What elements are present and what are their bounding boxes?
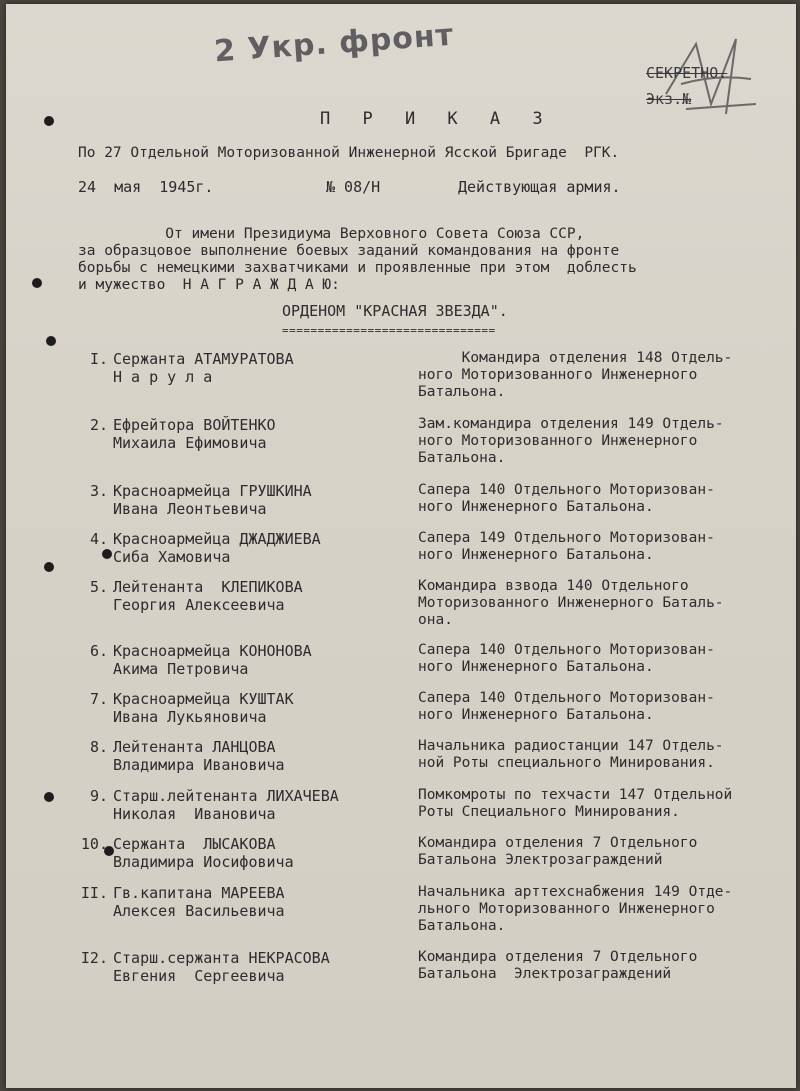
awardee-position [418,482,800,516]
position-line: Моторизованного Инженерного Баталь- [418,595,724,611]
position-line: ного Инженерного Батальона. [418,707,654,723]
position-line: Батальона. [418,918,506,934]
awardee-given-names: Владимира Ивановича [113,756,285,774]
award-number: II. [80,884,108,902]
awardee-rank-surname: Лейтенанта ЛАНЦОВА [113,738,276,756]
preamble-line: за образцовое выполнение боевых заданий командования на фронте [78,243,620,259]
award-number: 7. [89,690,108,708]
awardee-position [418,578,800,629]
awardee-rank-surname: Лейтенанта КЛЕПИКОВА [113,578,303,596]
awardee-given-names: Ивана Леонтьевича [113,500,267,518]
awardee-given-names: Георгия Алексеевича [113,596,285,614]
position-line: Сапера 140 Отдельного Моторизован- [418,482,715,498]
awardee-position [418,530,800,564]
punch-hole [44,116,54,126]
document-page [6,4,796,1088]
army-line: Действующая армия. [458,178,621,196]
position-line: льного Моторизованного Инженерного [418,901,715,917]
position-line: ного Инженерного Батальона. [418,499,654,515]
awardee-rank-surname: Красноармейца ДЖАДЖИЕВА [113,530,321,548]
position-line: Роты Специального Минирования. [418,804,680,820]
award-number: 3. [89,482,108,500]
position-line: ной Роты специального Минирования. [418,755,715,771]
preamble-line: От имени Президиума Верховного Совета Союза ССР, [78,226,585,242]
preamble-line: борьбы с немецкими захватчиками и проявленные при этом доблесть [78,260,637,276]
awardee-given-names: Алексея Васильевича [113,902,285,920]
position-line: Батальона. [418,450,506,466]
position-line: Батальона Электрозаграждений [418,852,663,868]
position-line: Помкомроты по техчасти 147 Отдельной [418,787,733,803]
awardee-rank-surname: Ефрейтора ВОЙТЕНКО [113,416,276,434]
position-line: ного Инженерного Батальона. [418,547,654,563]
awardee-rank-surname: Гв.капитана МАРЕЕВА [113,884,285,902]
awardee-rank-surname: Сержанта ЛЫСАКОВА [113,835,276,853]
position-line: Сапера 140 Отдельного Моторизован- [418,690,715,706]
document-title: П Р И К А З [320,109,554,129]
awardee-position [418,690,800,724]
award-number: 10. [80,835,108,853]
position-line: Зам.командира отделения 149 Отдель- [418,416,724,432]
award-number: 8. [89,738,108,756]
order-underline: ============================== [282,324,496,337]
position-line: Батальона. [418,384,506,400]
awardee-given-names: Ивана Лукьяновича [113,708,267,726]
position-line: Батальона Электрозаграждений [418,966,672,982]
position-line: Сапера 140 Отдельного Моторизован- [418,642,715,658]
position-line: Командира отделения 7 Отдельного [418,835,698,851]
unit-line: По 27 Отдельной Моторизованной Инженерной Ясской Бригаде РГК. [78,145,620,161]
awardee-given-names: Михаила Ефимовича [113,434,267,452]
order-number: № 08/Н [326,178,381,196]
position-line: ного Моторизованного Инженерного [418,367,698,383]
secrecy-mark [646,60,727,112]
punch-hole [46,336,56,346]
awardee-given-names: Владимира Иосифовича [113,853,294,871]
award-number: 2. [89,416,108,434]
position-line: Сапера 149 Отдельного Моторизован- [418,530,715,546]
preamble-line: и мужество Н А Г Р А Ж Д А Ю: [78,277,340,293]
position-line: ного Инженерного Батальона. [418,659,654,675]
position-line: Командира отделения 148 Отдель- [418,350,733,366]
copy-number-label: Экз.№ [646,90,692,108]
awardee-position [418,416,800,467]
awardee-position [418,787,800,821]
awardee-position [418,835,800,869]
award-number: 9. [89,787,108,805]
awardee-rank-surname: Старш.сержанта НЕКРАСОВА [113,949,330,967]
awardee-given-names: Евгения Сергеевича [113,967,285,985]
awardee-given-names: Акима Петровича [113,660,249,678]
position-line: Начальника радиостанции 147 Отдель- [418,738,724,754]
awardee-position [418,350,800,401]
position-line: ного Моторизованного Инженерного [418,433,698,449]
awardee-position [418,738,800,772]
award-number: I2. [80,949,108,967]
awardee-given-names: Сиба Хамовича [113,548,231,566]
order-date: 24 мая 1945г. [78,178,214,196]
awardee-rank-surname: Красноармейца ГРУШКИНА [113,482,312,500]
secrecy-label: СЕКРЕТНО. [646,64,728,82]
position-line: Начальника арттехснабжения 149 Отде- [418,884,733,900]
position-line: Командира взвода 140 Отдельного [418,578,689,594]
award-number: 4. [89,530,108,548]
order-name: ОРДЕНОМ "КРАСНАЯ ЗВЕЗДА". [282,302,508,320]
position-line: Командира отделения 7 Отдельного [418,949,698,965]
award-number: 6. [89,642,108,660]
awardee-position [418,884,800,935]
awardee-position [418,642,800,676]
awardee-rank-surname: Сержанта АТАМУРАТОВА [113,350,294,368]
preamble [78,226,768,294]
punch-hole [44,792,54,802]
punch-hole [32,278,42,288]
punch-hole [102,549,112,559]
awardee-given-names: Н а р у л а [113,368,213,386]
punch-hole [44,562,54,572]
position-line: она. [418,612,453,628]
awardee-rank-surname: Красноармейца КОНОНОВА [113,642,312,660]
awardee-given-names: Николая Ивановича [113,805,276,823]
awardee-rank-surname: Старш.лейтенанта ЛИХАЧЕВА [113,787,339,805]
award-number: I. [89,350,108,368]
awardee-position [418,949,800,983]
award-number: 5. [89,578,108,596]
awardee-rank-surname: Красноармейца КУШТАК [113,690,294,708]
front-stamp: 2 Укр. фронт [213,17,456,70]
